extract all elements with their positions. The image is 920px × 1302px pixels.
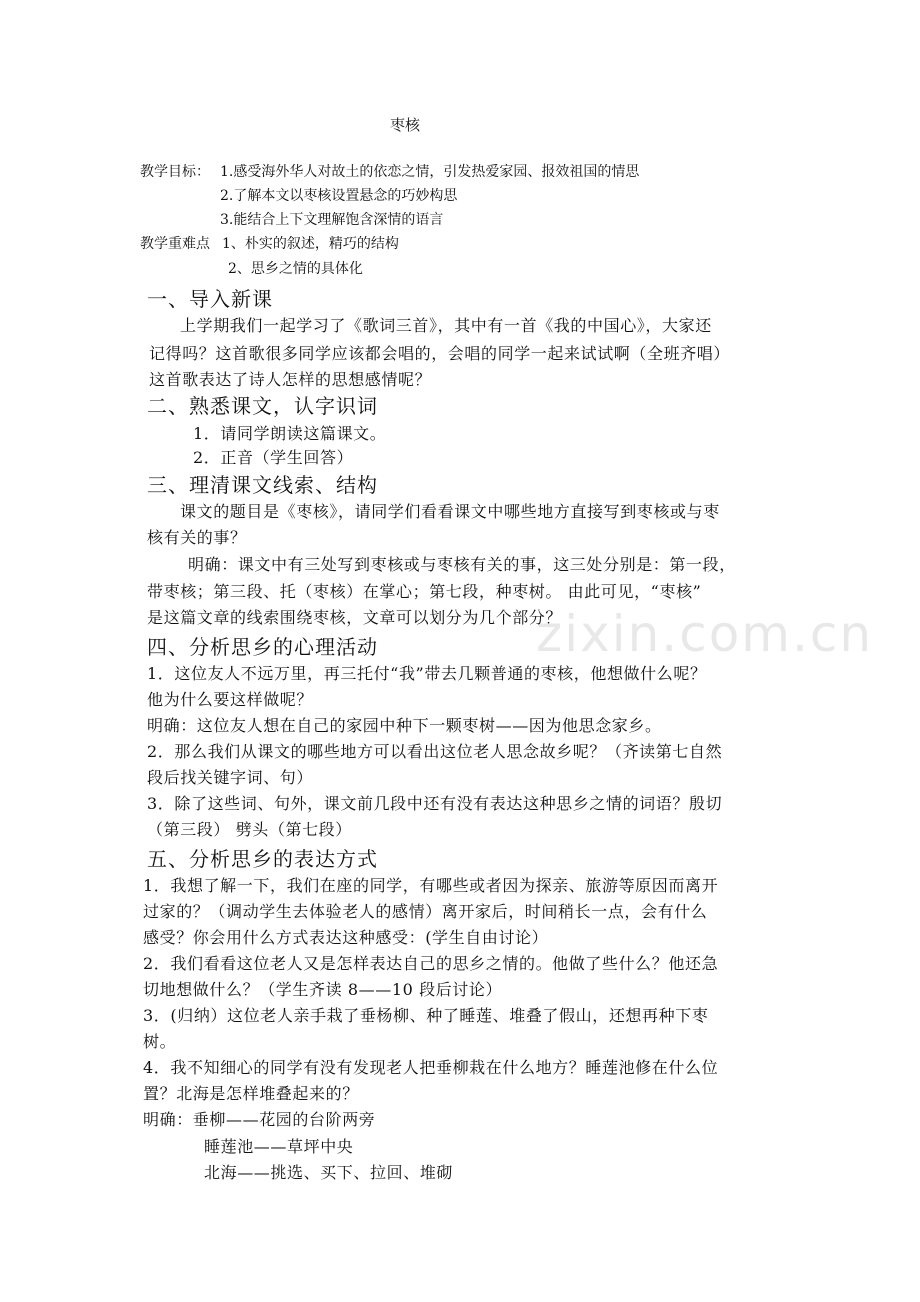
objective-item: 1.感受海外华人对故土的依恋之情，引发热爱家园、报效祖国的情思	[220, 164, 640, 180]
paragraph-line: 3．除了这些词、句外，课文前几段中还有没有表达这种思乡之情的词语？殷切	[147, 794, 723, 813]
section-heading: 一、导入新课	[147, 287, 273, 311]
paragraph-line: 1．我想了解一下，我们在座的同学，有哪些或者因为探亲、旅游等原因而离开	[143, 876, 719, 895]
paragraph-line: 北海——挑选、买下、拉回、堆砌	[204, 1163, 454, 1182]
paragraph-line: 明确：这位友人想在自己的家园中种下一颗枣树——因为他思念家乡。	[147, 716, 662, 735]
paragraph-line: 过家的？（调动学生去体验老人的感情）离开家后，时间稍长一点，会有什么	[143, 902, 708, 921]
objective-item: 3.能结合上下文理解饱含深情的语言	[220, 212, 444, 228]
objectives-label: 教学目标：	[140, 164, 210, 180]
paragraph-line: 1．这位友人不远万里，再三托付“我”带去几颗普通的枣核，他想做什么呢？	[147, 664, 707, 683]
paragraph-line: 核有关的事？	[147, 528, 247, 547]
paragraph-line: 课文的题目是《枣核》，请同学们看看课文中哪些地方直接写到枣核或与枣	[180, 502, 720, 521]
paragraph-line: 切地想做什么？（学生齐读 8——10 段后讨论）	[143, 980, 503, 999]
key-point-item: 2、思乡之情的具体化	[228, 261, 363, 277]
paragraph-line: 上学期我们一起学习了《歌词三首》，其中有一首《我的中国心》，大家还	[180, 316, 712, 335]
objective-item: 2.了解本文以枣核设置悬念的巧妙构思	[220, 188, 458, 204]
paragraph-line: （第三段） 劈头（第七段）	[147, 820, 352, 839]
paragraph-line: 2．正音（学生回答）	[193, 448, 354, 467]
section-heading: 三、理清课文线索、结构	[147, 473, 378, 497]
paragraph-line: 树。	[143, 1032, 177, 1051]
paragraph-line: 明确：垂柳——花园的台阶两旁	[143, 1110, 376, 1129]
paragraph-line: 段后找关键字词、句）	[147, 768, 314, 787]
document-title: 枣核	[390, 116, 421, 134]
paragraph-line: 明确：课文中有三处写到枣核或与枣核有关的事，这三处分别是：第一段，	[188, 555, 736, 574]
paragraph-line: 带枣核；第三段、托（枣核）在掌心；第七段，种枣树。 由此可见，“枣核”	[147, 582, 702, 601]
section-heading: 四、分析思乡的心理活动	[147, 635, 378, 659]
paragraph-line: 1．请同学朗读这篇课文。	[193, 424, 387, 443]
key-point-item: 1、朴实的叙述，精巧的结构	[222, 236, 399, 252]
paragraph-line: 3．(归纳）这位老人亲手栽了垂杨柳、种了睡莲、堆叠了假山，还想再种下枣	[143, 1006, 709, 1025]
watermark: zixin.com.cn	[536, 605, 874, 663]
paragraph-line: 2．我们看看这位老人又是怎样表达自己的思乡之情的。他做了些什么？他还急	[143, 954, 719, 973]
section-heading: 五、分析思乡的表达方式	[147, 847, 378, 871]
key-points-label: 教学重难点	[140, 236, 210, 252]
paragraph-line: 4．我不知细心的同学有没有发现老人把垂柳栽在什么地方？睡莲池修在什么位	[143, 1058, 719, 1077]
paragraph-line: 记得吗？这首歌很多同学应该都会唱的，会唱的同学一起来试试啊（全班齐唱）	[149, 344, 731, 363]
paragraph-line: 他为什么要这样做呢？	[147, 690, 314, 709]
paragraph-line: 睡莲池——草坪中央	[204, 1137, 354, 1156]
section-heading: 二、熟悉课文，认字识词	[147, 394, 378, 418]
paragraph-line: 感受？你会用什么方式表达这种感受：(学生自由讨论）	[143, 928, 549, 947]
paragraph-line: 置？北海是怎样堆叠起来的？	[143, 1084, 359, 1103]
paragraph-line: 是这篇文章的线索围绕枣核，文章可以划分为几个部分？	[147, 608, 563, 627]
paragraph-line: 2．那么我们从课文的哪些地方可以看出这位老人思念故乡呢？（齐读第七自然	[147, 742, 723, 761]
paragraph-line: 这首歌表达了诗人怎样的思想感情呢？	[149, 370, 432, 389]
